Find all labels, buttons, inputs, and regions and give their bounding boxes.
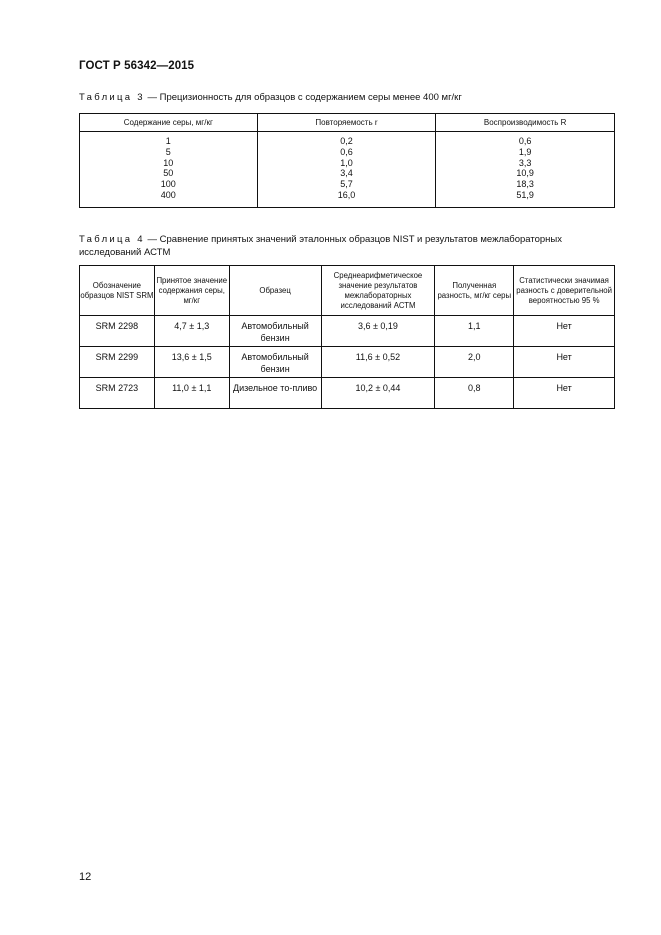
sample-cell: Автомобильный бензин xyxy=(229,316,321,347)
difference-cell: 2,0 xyxy=(435,347,514,378)
page-number: 12 xyxy=(79,871,92,883)
table3-cell: 0,6 xyxy=(518,136,532,146)
table3-body-row xyxy=(80,132,615,208)
table3-cell: 51,9 xyxy=(516,189,534,200)
sample-cell: Дизельное то-пливо xyxy=(229,378,321,409)
table3-cell: 0,2 xyxy=(340,136,353,146)
difference-cell: 0,8 xyxy=(435,378,514,409)
table3-col-reproducibility xyxy=(436,132,615,208)
table3-cell: 18,3 xyxy=(516,179,534,190)
significance-cell: Нет xyxy=(514,378,615,409)
accepted-value-cell: 13,6 ± 1,5 xyxy=(154,347,229,378)
table4-caption xyxy=(79,233,615,259)
document-id: ГОСТ Р 56342—2015 xyxy=(79,60,195,72)
table-row xyxy=(80,316,615,347)
table3-cell: 0,6 xyxy=(340,146,353,157)
nist-comparison-table xyxy=(79,265,615,409)
mean-value-cell: 10,2 ± 0,44 xyxy=(321,378,435,409)
table3-cell: 50 xyxy=(163,168,174,179)
table3-cell: 3,4 xyxy=(340,168,353,179)
table3-caption-lead: Таблица 3 xyxy=(79,92,145,103)
table3-caption-text: — Прецизионность для образцов с содержанием серы менее 400 мг/кг xyxy=(144,92,462,103)
table4-header-difference: Полученная разность, мг/кг серы xyxy=(435,266,514,316)
table3-col-sulfur xyxy=(80,132,258,208)
table3-header-repeatability: Повторяемость r xyxy=(257,114,436,132)
table3-cell: 10,9 xyxy=(516,168,534,179)
table3-cell: 1 xyxy=(165,136,171,146)
table3-header-reproducibility: Воспроизводимость R xyxy=(436,114,615,132)
precision-table xyxy=(79,113,615,208)
significance-cell: Нет xyxy=(514,347,615,378)
table-row xyxy=(80,347,615,378)
table3-cell: 10 xyxy=(163,157,174,168)
table3-cell: 3,3 xyxy=(518,157,532,168)
sample-cell: Автомобильный бензин xyxy=(229,347,321,378)
table3-header-sulfur: Содержание серы, мг/кг xyxy=(80,114,258,132)
table3-header-row xyxy=(80,114,615,132)
table-row xyxy=(80,378,615,409)
table3-cell: 1,9 xyxy=(518,146,532,157)
table3-cell: 100 xyxy=(160,179,176,190)
table4-header-srm: Обозначение образцов NIST SRM xyxy=(80,266,155,316)
table4-header-sample: Образец xyxy=(229,266,321,316)
difference-cell: 1,1 xyxy=(435,316,514,347)
accepted-value-cell: 4,7 ± 1,3 xyxy=(154,316,229,347)
srm-cell: SRM 2723 xyxy=(80,378,155,409)
table4-header-mean: Среднеарифметическое значение результатов межлабораторных исследований АСТМ xyxy=(321,266,435,316)
accepted-value-cell: 11,0 ± 1,1 xyxy=(154,378,229,409)
mean-value-cell: 3,6 ± 0,19 xyxy=(321,316,435,347)
table3-cell: 16,0 xyxy=(337,189,356,200)
srm-cell: SRM 2298 xyxy=(80,316,155,347)
table3-col-repeatability xyxy=(257,132,436,208)
table4-header-accepted: Принятое значение содержания серы, мг/кг xyxy=(154,266,229,316)
table4-header-row xyxy=(80,266,615,316)
table4-header-significance: Статистически значимая разность с доверительной вероятностью 95 % xyxy=(514,266,615,316)
mean-value-cell: 11,6 ± 0,52 xyxy=(321,347,435,378)
table3-cell: 400 xyxy=(160,189,176,200)
table4-caption-lead: Таблица 4 xyxy=(79,234,145,245)
table3-cell: 5 xyxy=(165,146,171,157)
table3-cell: 1,0 xyxy=(340,157,353,168)
table3-caption xyxy=(79,91,462,104)
table3-cell: 5,7 xyxy=(340,179,353,190)
srm-cell: SRM 2299 xyxy=(80,347,155,378)
significance-cell: Нет xyxy=(514,316,615,347)
table4-caption-text: — Сравнение принятых значений эталонных образцов NIST и результатов межлабораторных исследований АСТМ xyxy=(79,234,562,258)
